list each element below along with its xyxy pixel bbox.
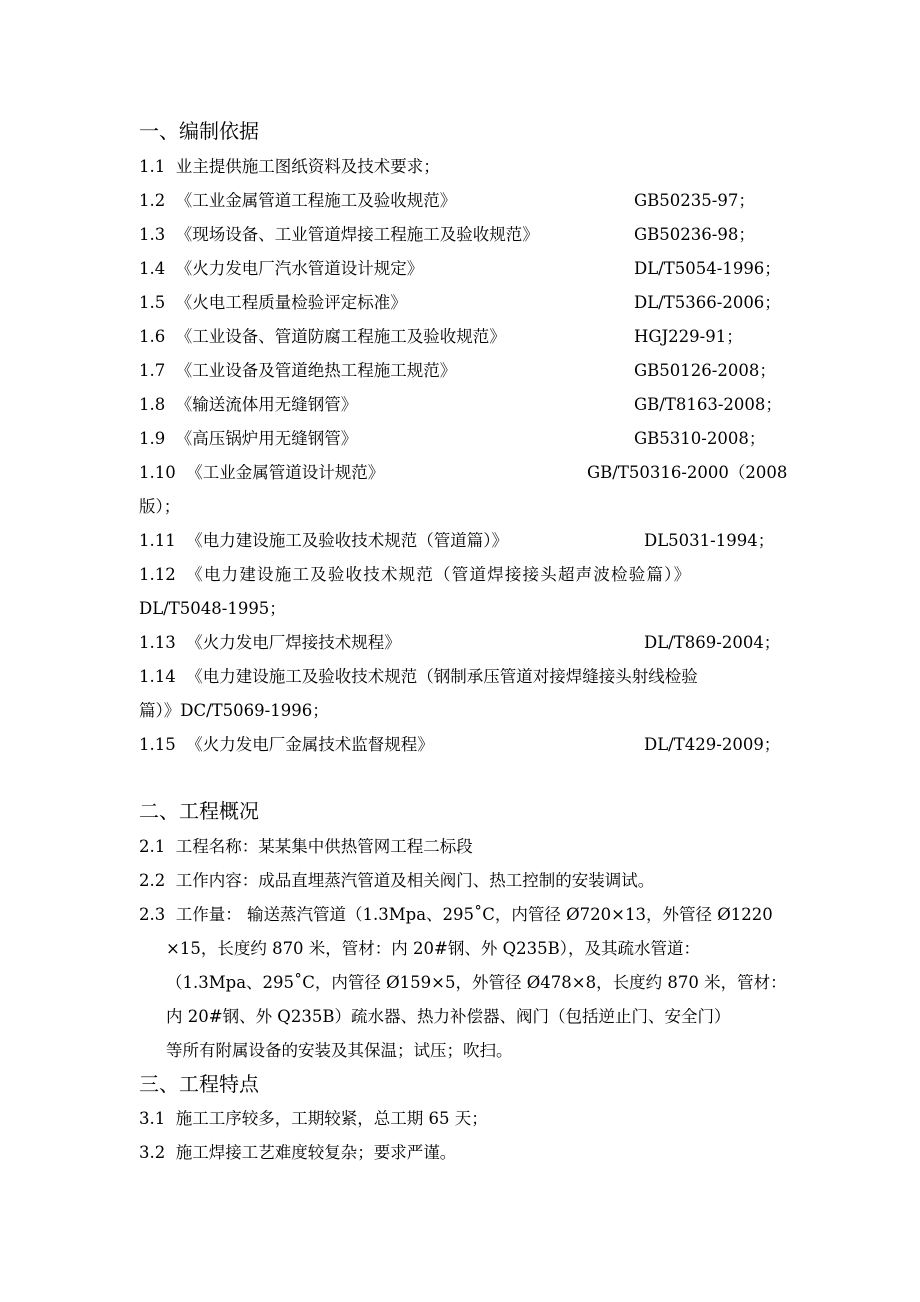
item-number: 3.1 bbox=[139, 1109, 166, 1128]
list-item bbox=[139, 257, 423, 281]
standard-code: GB50126-2008； bbox=[634, 361, 776, 380]
list-item bbox=[139, 835, 473, 859]
item-text: 施工焊接工艺难度较复杂；要求严谨。 bbox=[175, 1143, 457, 1162]
standard-code: DL/T5054-1996； bbox=[634, 259, 781, 278]
list-item bbox=[139, 393, 357, 417]
item-continuation: （1.3Mpa、295˚C，内管径 Ø159×5，外管径 Ø478×8，长度约 870 米，管材： bbox=[166, 973, 787, 992]
list-item bbox=[139, 733, 434, 757]
list-item bbox=[139, 189, 456, 213]
standard-code: DL/T869-2004； bbox=[644, 633, 781, 652]
item-text: 施工工序较多，工期较紧，总工期 65 天； bbox=[175, 1109, 488, 1128]
item-number: 2.3 bbox=[139, 905, 166, 924]
standard-code: GB5310-2008； bbox=[634, 429, 766, 448]
list-item bbox=[139, 869, 654, 893]
list-item bbox=[139, 563, 691, 587]
item-number: 2.2 bbox=[139, 871, 166, 890]
list-item bbox=[139, 1107, 488, 1131]
item-text: 《火电工程质量检验评定标准》 bbox=[175, 293, 407, 312]
item-text: 工作内容：成品直埋蒸汽管道及相关阀门、热工控制的安装调试。 bbox=[175, 871, 655, 890]
item-number: 1.4 bbox=[139, 259, 166, 278]
item-text: 《工业设备、管道防腐工程施工及验收规范》 bbox=[175, 327, 506, 346]
item-continuation: 篇）》DC/T5069-1996； bbox=[139, 701, 329, 720]
item-text: 《火力发电厂金属技术监督规程》 bbox=[186, 735, 434, 754]
item-text: 《电力建设施工及验收技术规范（管道焊接接头超声波检验篇）》 bbox=[186, 565, 692, 584]
list-item bbox=[139, 461, 384, 485]
item-text: 《工业金属管道设计规范》 bbox=[186, 463, 385, 482]
standard-code: DL/T429-2009； bbox=[644, 735, 781, 754]
item-number: 1.10 bbox=[139, 463, 176, 482]
section-heading-features: 三、工程特点 bbox=[139, 1072, 259, 1096]
item-number: 1.6 bbox=[139, 327, 166, 346]
list-item bbox=[139, 427, 357, 451]
item-number: 1.9 bbox=[139, 429, 166, 448]
list-item bbox=[139, 325, 506, 349]
item-number: 1.12 bbox=[139, 565, 176, 584]
standard-code: GB50236-98； bbox=[634, 225, 755, 244]
standard-code: DL/T5366-2006； bbox=[634, 293, 781, 312]
item-text: 《工业设备及管道绝热工程施工规范》 bbox=[175, 361, 457, 380]
item-text: 《输送流体用无缝钢管》 bbox=[175, 395, 358, 414]
item-number: 1.7 bbox=[139, 361, 166, 380]
item-continuation: 版）； bbox=[139, 497, 181, 516]
list-item bbox=[139, 155, 440, 179]
item-text: 《工业金属管道工程施工及验收规范》 bbox=[175, 191, 457, 210]
item-number: 1.15 bbox=[139, 735, 176, 754]
list-item bbox=[139, 665, 698, 689]
item-continuation: 等所有附属设备的安装及其保温；试压；吹扫。 bbox=[166, 1041, 513, 1060]
list-item bbox=[139, 631, 401, 655]
standard-code: GB/T8163-2008； bbox=[634, 395, 782, 414]
item-continuation: 内 20#钢、外 Q235B）疏水器、热力补偿器、阀门（包括逆止门、安全门） bbox=[166, 1007, 731, 1026]
item-text: 《火力发电厂焊接技术规程》 bbox=[186, 633, 401, 652]
item-number: 3.2 bbox=[139, 1143, 166, 1162]
item-number: 1.3 bbox=[139, 225, 166, 244]
standard-code: GB/T50316-2000（2008 bbox=[587, 463, 788, 482]
item-number: 2.1 bbox=[139, 837, 166, 856]
item-continuation: ×15，长度约 870 米，管材：内 20#钢、外 Q235B），及其疏水管道： bbox=[166, 939, 701, 958]
item-text: 《电力建设施工及验收技术规范（钢制承压管道对接焊缝接头射线检验 bbox=[186, 667, 698, 686]
item-text: 《高压锅炉用无缝钢管》 bbox=[175, 429, 358, 448]
list-item bbox=[139, 1141, 456, 1165]
item-number: 1.2 bbox=[139, 191, 166, 210]
item-continuation: DL/T5048-1995； bbox=[139, 599, 286, 618]
item-text: 工作量： 输送蒸汽管道（1.3Mpa、295˚C，内管径 Ø720×13，外管径 Ø1220 bbox=[175, 905, 773, 924]
item-number: 1.11 bbox=[139, 531, 176, 550]
item-number: 1.13 bbox=[139, 633, 176, 652]
list-item bbox=[139, 291, 407, 315]
standard-code: GB50235-97； bbox=[634, 191, 755, 210]
standard-code: HGJ229-91； bbox=[634, 327, 743, 346]
item-number: 1.5 bbox=[139, 293, 166, 312]
item-text: 业主提供施工图纸资料及技术要求； bbox=[175, 157, 440, 176]
item-number: 1.1 bbox=[139, 157, 166, 176]
item-number: 1.14 bbox=[139, 667, 176, 686]
list-item bbox=[139, 223, 539, 247]
standard-code: DL5031-1994； bbox=[644, 531, 775, 550]
list-item bbox=[139, 359, 456, 383]
item-text: 《现场设备、工业管道焊接工程施工及验收规范》 bbox=[175, 225, 539, 244]
item-text: 工程名称：某某集中供热管网工程二标段 bbox=[175, 837, 473, 856]
section-heading-overview: 二、工程概况 bbox=[139, 799, 259, 823]
item-number: 1.8 bbox=[139, 395, 166, 414]
section-heading-basis: 一、编制依据 bbox=[139, 119, 259, 143]
list-item bbox=[139, 903, 773, 927]
item-text: 《电力建设施工及验收技术规范（管道篇）》 bbox=[186, 531, 508, 550]
list-item bbox=[139, 529, 508, 553]
item-text: 《火力发电厂汽水管道设计规定》 bbox=[175, 259, 424, 278]
